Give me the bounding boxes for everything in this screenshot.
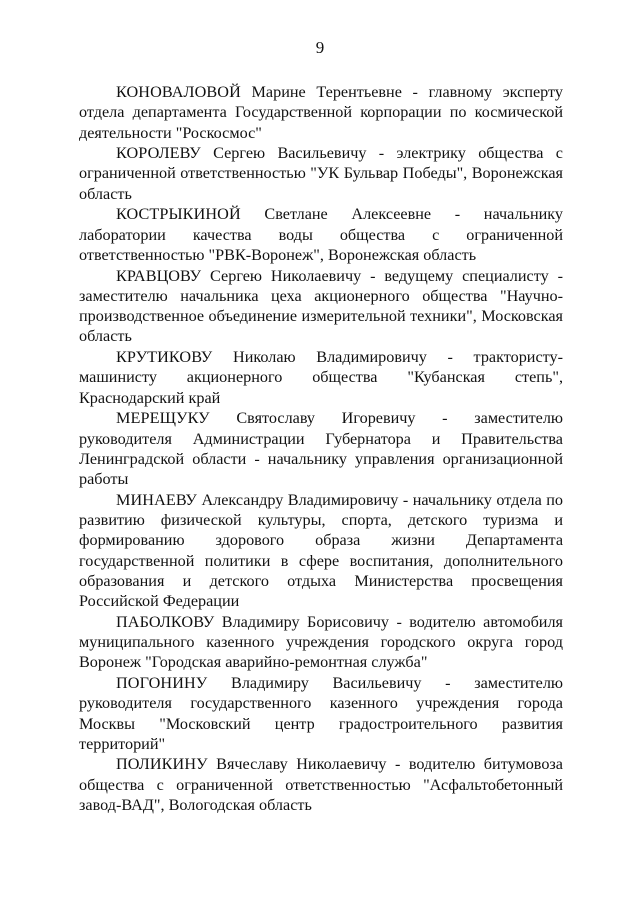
recipient-surname: КОРОЛЕВУ: [116, 144, 201, 163]
recipient-surname: КОСТРЫКИНОЙ: [116, 205, 241, 224]
award-entry: [79, 204, 563, 265]
recipient-details: Вячеславу Николаевичу - водителю битумовоза общества с ограниченной ответственностью "Асфальтобетонный завод-ВАД", Вологодская область: [79, 755, 563, 815]
recipient-details: Сергею Николаевичу - ведущему специалисту - заместителю начальника цеха акционерного общества "Научно-производственное объединение измерительной техники", Московская область: [79, 266, 563, 346]
recipient-surname: КРАВЦОВУ: [116, 266, 202, 285]
recipient-surname: ПАБОЛКОВУ: [116, 612, 215, 631]
recipient-surname: КРУТИКОВУ: [116, 348, 213, 367]
recipient-details: Светлане Алексеевне - начальнику лаборатории качества воды общества с ограниченной ответственностью "РВК-Воронеж", Воронежская область: [79, 205, 563, 264]
award-list: [79, 82, 563, 816]
recipient-surname: МИНАЕВУ: [116, 490, 197, 509]
recipient-details: Сергею Васильевичу - электрику общества с ограниченной ответственностью "УК Бульвар Победы", Воронежская область: [79, 144, 563, 203]
recipient-surname: ПОГОНИНУ: [116, 673, 208, 692]
recipient-surname: КОНОВАЛОВОЙ: [116, 83, 241, 101]
recipient-surname: МЕРЕЩУКУ: [116, 409, 210, 428]
recipient-details: Святославу Игоревичу - заместителю руководителя Администрации Губернатора и Правительства Ленинградской области - начальнику управления организационной работы: [79, 409, 563, 489]
recipient-details: Владимиру Борисовичу - водителю автомобиля муниципального казенного учреждения городского округа город Воронеж "Городская аварийно-ремонтная служба": [79, 612, 563, 672]
page-number: 9: [315, 38, 325, 57]
award-entry: [79, 266, 563, 347]
award-entry: [79, 754, 563, 815]
award-entry: [79, 408, 563, 489]
recipient-details: Марине Терентьевне - главному эксперту отдела департамента Государственной корпорации по космической деятельности "Роскосмос": [79, 83, 563, 142]
award-entry: [79, 82, 563, 143]
award-entry: [79, 612, 563, 673]
recipient-surname: ПОЛИКИНУ: [116, 755, 208, 774]
award-entry: [79, 673, 563, 754]
award-entry: [79, 490, 563, 612]
recipient-details: Александру Владимировичу - начальнику отдела по развитию физической культуры, спорта, детского туризма и формированию здорового образа жизни Департамента государственной политики в сфере воспитания, дополнительного образования и детского отдыха Министерства просвещения Российской Федерации: [79, 490, 563, 611]
award-entry: [79, 143, 563, 204]
award-entry: [79, 347, 563, 408]
recipient-details: Николаю Владимировичу - трактористу-машинисту акционерного общества "Кубанская степь", Краснодарский край: [79, 348, 563, 407]
recipient-details: Владимиру Васильевичу - заместителю руководителя государственного казенного учреждения города Москвы "Московский центр градостроительного развития территорий": [79, 673, 563, 753]
